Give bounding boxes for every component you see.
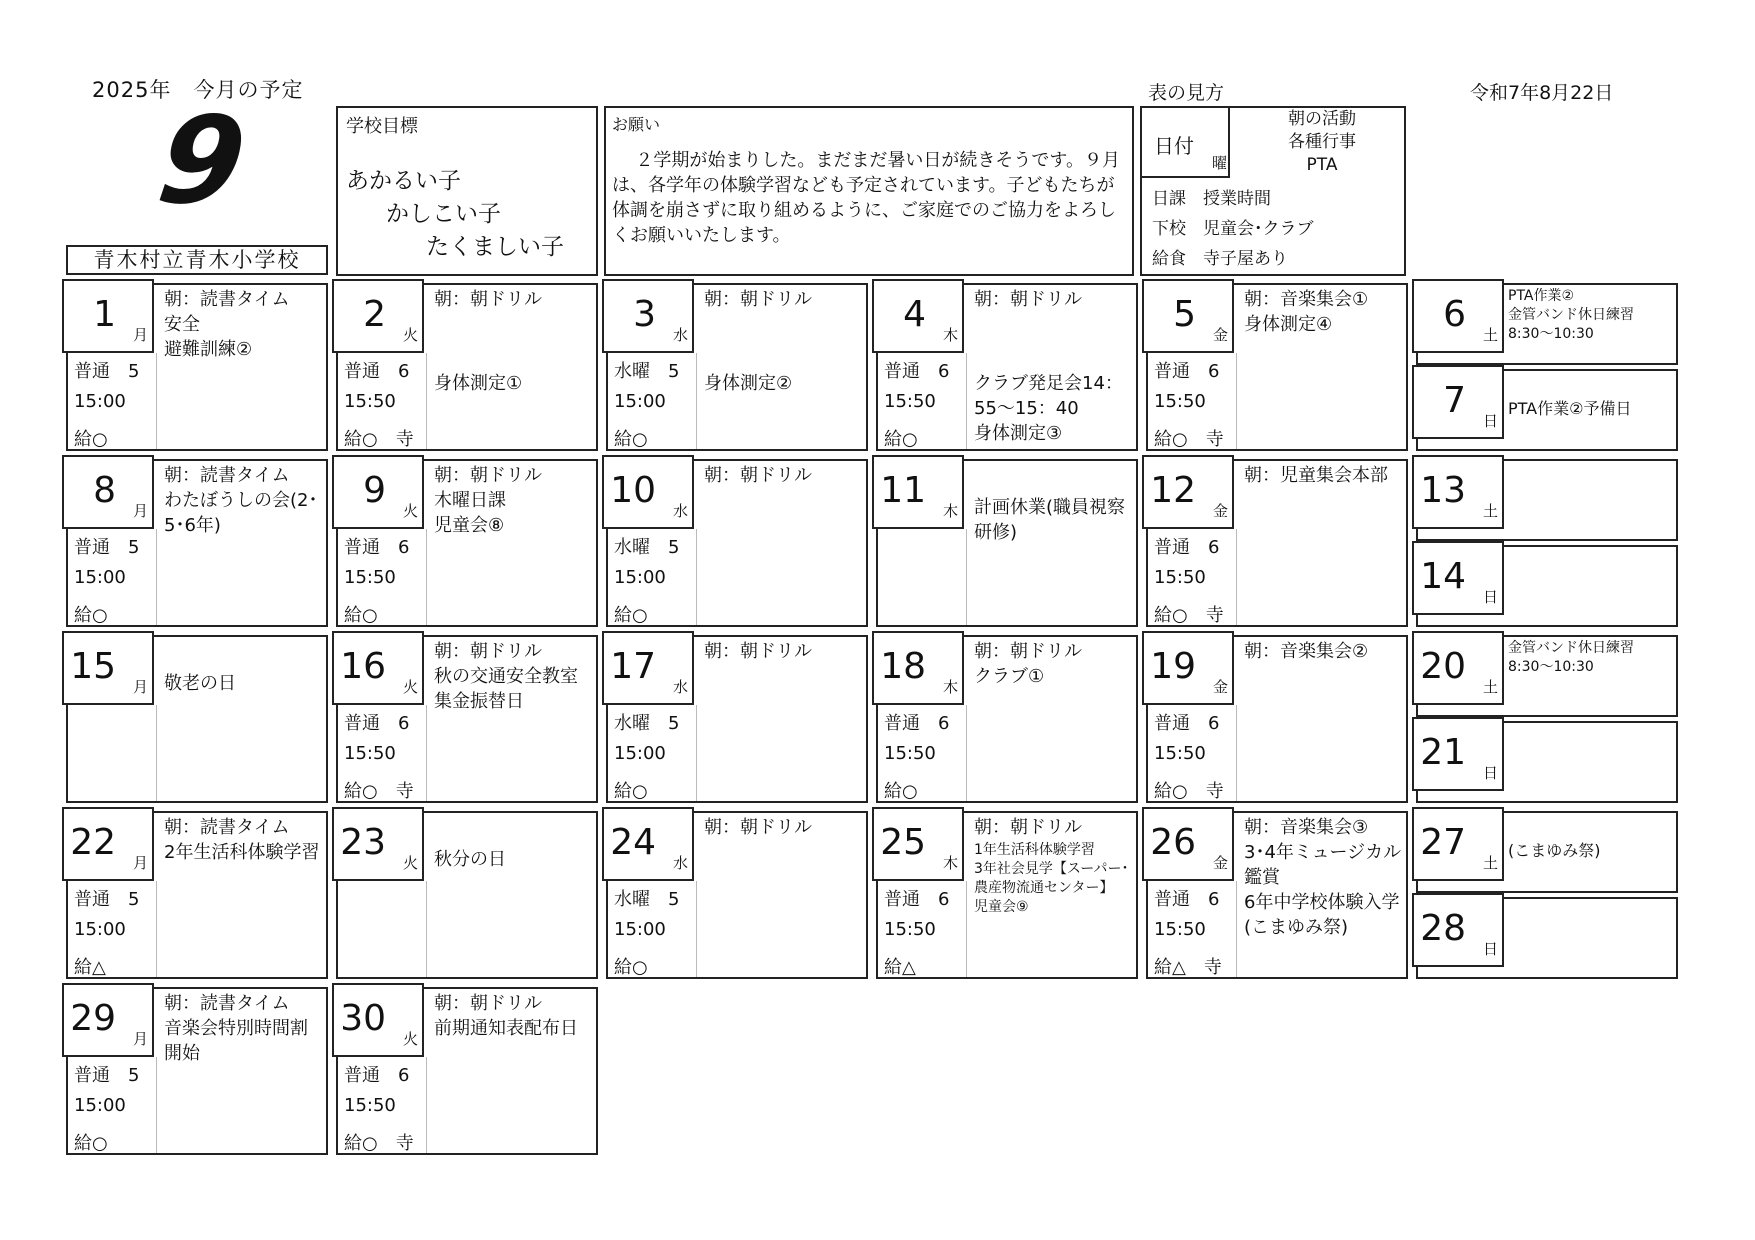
event-text: 秋分の日 [434,849,506,870]
schedule-line: 15:50 [344,391,396,412]
day-number: 12 [1150,470,1196,511]
weekend-cell-21 [1416,721,1678,803]
column-divider [1236,705,1237,801]
schedule-line: 給△ [74,957,106,978]
day-number: 28 [1420,908,1466,949]
column-divider [426,1057,427,1153]
day-number: 7 [1443,380,1466,421]
day-cell-4 [876,283,1138,451]
schedule-line: 15:50 [1154,567,1206,588]
event-text: 朝：読書タイム 音楽会特別時間割開始 [164,993,308,1064]
date-box [1142,279,1234,353]
event-text: PTA作業② 金管バンド休日練習 8:30～10:30 [1508,288,1634,342]
schedule-line: 水曜 5 [614,361,680,382]
schedule-line: 15:00 [74,1095,126,1116]
column-divider [426,705,427,801]
event-text: 朝：朝ドリル 秋の交通安全教室 集金振替日 [434,641,578,712]
event-text: 身体測定② [704,373,793,394]
schedule-line: 給○ [74,605,108,626]
school-name: 青木村立青木小学校 [66,245,328,275]
day-cell-15 [66,635,328,803]
schedule-line: 給△ 寺 [1154,957,1222,978]
date-box [1412,455,1504,529]
weekday-label: 火 [402,854,418,872]
schedule-line: 普通 5 [74,889,140,910]
weekend-cell-20 [1416,635,1678,717]
event-text: 朝：朝ドリル 前期通知表配布日 [434,993,578,1039]
day-cell-23 [336,811,598,979]
schedule-line: 15:00 [74,391,126,412]
event-text: 朝：朝ドリル [704,465,812,486]
event-text: 金管バンド休日練習 8:30～10:30 [1508,640,1634,675]
column-divider [156,705,157,801]
day-cell-9 [336,459,598,627]
schedule-line: 給○ 寺 [1154,429,1224,450]
weekday-label: 日 [1482,588,1498,606]
month-number: 9 [150,92,254,231]
legend-date-label: 日付 [1154,134,1194,158]
legend-weekday-label: 曜 [1212,154,1228,172]
day-number: 6 [1443,294,1466,335]
weekend-cell-14 [1416,545,1678,627]
schedule-line: 給○ 寺 [344,781,414,802]
date-box [1412,893,1504,967]
schedule-line: 水曜 5 [614,713,680,734]
event-text: 朝：朝ドリル クラブ① [974,641,1082,687]
schedule-line: 15:00 [74,567,126,588]
schedule-line: 給○ [614,429,648,450]
column-divider [966,353,967,449]
schedule-line: 普通 6 [884,889,950,910]
day-number: 20 [1420,646,1466,687]
schedule-line: 15:50 [884,743,936,764]
date-box [1412,631,1504,705]
date-box [62,455,154,529]
day-number: 9 [363,470,386,511]
date-box [332,631,424,705]
date-box [332,983,424,1057]
day-cell-8 [66,459,328,627]
date-box [602,455,694,529]
schedule-line: 15:50 [1154,743,1206,764]
weekday-label: 月 [132,678,148,696]
date-box [602,631,694,705]
day-number: 4 [903,294,926,335]
day-number: 19 [1150,646,1196,687]
event-text: 朝：朝ドリル [434,289,542,310]
event-text: 朝：読書タイム 2年生活科体験学習 [164,817,320,863]
schedule-line: 給○ [74,1133,108,1154]
weekday-label: 月 [132,1030,148,1048]
weekend-cell-7 [1416,369,1678,451]
schedule-line: 普通 6 [344,361,410,382]
schedule-line: 普通 6 [344,1065,410,1086]
schedule-line: 15:50 [344,743,396,764]
schedule-line: 15:00 [614,743,666,764]
column-divider [966,529,967,625]
day-number: 26 [1150,822,1196,863]
issued-date: 令和7年8月22日 [1470,82,1614,104]
day-cell-2 [336,283,598,451]
schedule-line: 15:00 [74,919,126,940]
event-text: PTA作業②予備日 [1508,399,1632,418]
schedule-line: 給○ [884,781,918,802]
date-box [872,455,964,529]
day-number: 17 [610,646,656,687]
day-cell-19 [1146,635,1408,803]
weekday-label: 木 [942,502,958,520]
date-box [62,279,154,353]
day-cell-25 [876,811,1138,979]
date-box [1142,631,1234,705]
weekday-label: 木 [942,854,958,872]
day-cell-30 [336,987,598,1155]
column-divider [426,881,427,977]
schedule-line: 普通 6 [344,713,410,734]
date-box [872,279,964,353]
weekday-label: 土 [1482,326,1498,344]
weekday-label: 火 [402,678,418,696]
school-goal-line: あかるい子 [346,168,461,194]
column-divider [696,881,697,977]
event-text: 1年生活科体験学習 3年社会見学【スーパー･農産物流通センター】 児童会⑨ [974,842,1129,915]
weekend-cell-6 [1416,283,1678,365]
column-divider [966,705,967,801]
schedule-line: 普通 6 [344,537,410,558]
date-box [872,807,964,881]
schedule-line: 15:00 [614,567,666,588]
school-goal-label: 学校目標 [346,116,418,137]
event-text: 計画休業(職員視察研修) [974,497,1126,543]
schedule-line: 15:50 [884,391,936,412]
notice-label: お願い [612,115,661,134]
event-text: 朝：朝ドリル [974,289,1082,310]
date-box [1412,279,1504,353]
date-box [62,631,154,705]
column-divider [1236,881,1237,977]
weekday-label: 木 [942,326,958,344]
event-text: 朝：読書タイム わたぼうしの会(2･5･6年) [164,465,318,536]
schedule-line: 普通 6 [884,361,950,382]
day-number: 13 [1420,470,1466,511]
schedule-line: 給○ 寺 [1154,781,1224,802]
date-box [332,807,424,881]
day-number: 15 [70,646,116,687]
weekday-label: 金 [1212,854,1228,872]
column-divider [1236,353,1237,449]
schedule-line: 水曜 5 [614,537,680,558]
schedule-line: 15:50 [884,919,936,940]
schedule-line: 給○ [614,781,648,802]
weekday-label: 土 [1482,678,1498,696]
date-box [332,455,424,529]
date-box [62,807,154,881]
schedule-line: 15:00 [614,391,666,412]
year-label: 2025年 今月の予定 [92,78,304,102]
weekday-label: 金 [1212,678,1228,696]
schedule-line: 給○ 寺 [344,429,414,450]
weekday-label: 水 [672,502,688,520]
schedule-line: 水曜 5 [614,889,680,910]
event-text: 朝：音楽集会① 身体測定④ [1244,289,1369,335]
column-divider [156,529,157,625]
day-cell-29 [66,987,328,1155]
event-text: 敬老の日 [164,673,236,694]
column-divider [696,529,697,625]
column-divider [426,353,427,449]
event-text: 朝：朝ドリル [974,817,1082,838]
event-text: 朝：音楽集会③ 3･4年ミュージカル鑑賞 6年中学校体験入学(こまゆみ祭) [1244,817,1402,938]
day-number: 16 [340,646,386,687]
schedule-line: 給○ 寺 [344,1133,414,1154]
column-divider [156,353,157,449]
column-divider [966,881,967,977]
schedule-line: 普通 5 [74,361,140,382]
date-box [332,279,424,353]
legend-activity: 朝の活動 [1288,109,1356,129]
day-number: 18 [880,646,926,687]
day-cell-12 [1146,459,1408,627]
date-box [872,631,964,705]
day-number: 30 [340,998,386,1039]
day-number: 11 [880,470,926,511]
day-cell-10 [606,459,868,627]
school-goal-line: たくましい子 [426,234,564,260]
schedule-line: 普通 5 [74,1065,140,1086]
legend-date-box [1140,106,1230,178]
event-text: 朝：朝ドリル 木曜日課 児童会⑧ [434,465,542,536]
column-divider [696,705,697,801]
weekday-label: 火 [402,1030,418,1048]
event-text: 朝：朝ドリル [704,817,812,838]
date-box [1142,455,1234,529]
schedule-line: 給○ [614,957,648,978]
weekday-label: 水 [672,326,688,344]
schedule-line: 給○ [884,429,918,450]
schedule-line: 15:50 [1154,919,1206,940]
schedule-line: 普通 6 [1154,537,1220,558]
day-cell-22 [66,811,328,979]
date-box [1412,717,1504,791]
weekday-label: 水 [672,854,688,872]
day-cell-24 [606,811,868,979]
day-cell-5 [1146,283,1408,451]
date-box [62,983,154,1057]
schedule-line: 給○ 寺 [1154,605,1224,626]
column-divider [696,353,697,449]
legend-activity: 各種行事 [1288,132,1356,152]
schedule-line: 給△ [884,957,916,978]
schedule-line: 給○ [74,429,108,450]
day-number: 10 [610,470,656,511]
day-cell-17 [606,635,868,803]
schedule-line: 普通 6 [1154,889,1220,910]
weekday-label: 金 [1212,326,1228,344]
weekday-label: 月 [132,502,148,520]
day-number: 21 [1420,732,1466,773]
legend-row: 日課 授業時間 [1152,189,1271,209]
notice-text: ２学期が始まりした。まだまだ暑い日が続きそうです。９月は、各学年の体験学習なども予定されています。子どもたちが体調を崩さずに取り組めるように、ご家庭でのご協力をよろしくお願いいたします。 [612,150,1120,246]
day-number: 24 [610,822,656,863]
legend-activity: PTA [1306,155,1338,175]
weekday-label: 日 [1482,940,1498,958]
weekday-label: 火 [402,326,418,344]
day-number: 3 [633,294,656,335]
weekday-label: 火 [402,502,418,520]
day-number: 23 [340,822,386,863]
schedule-line: 給○ [614,605,648,626]
schedule-line: 15:00 [614,919,666,940]
event-text: 身体測定① [434,373,523,394]
schedule-line: 15:50 [1154,391,1206,412]
column-divider [426,529,427,625]
weekday-label: 月 [132,854,148,872]
date-box [602,279,694,353]
date-box [1412,807,1504,881]
date-box [1142,807,1234,881]
legend-row: 下校 児童会･クラブ [1152,219,1314,239]
day-number: 29 [70,998,116,1039]
weekday-label: 日 [1482,412,1498,430]
event-text: 朝：児童集会本部 [1244,465,1388,486]
weekday-label: 日 [1482,764,1498,782]
schedule-line: 普通 6 [1154,713,1220,734]
legend-activities [1242,108,1402,177]
day-number: 8 [93,470,116,511]
weekday-label: 土 [1482,854,1498,872]
day-number: 5 [1173,294,1196,335]
schedule-line: 15:50 [344,567,396,588]
legend-row: 給食 寺子屋あり [1152,249,1288,269]
schedule-line: 普通 6 [1154,361,1220,382]
day-number: 2 [363,294,386,335]
day-cell-11 [876,459,1138,627]
day-cell-1 [66,283,328,451]
legend-title: 表の見方 [1148,82,1225,104]
weekday-label: 金 [1212,502,1228,520]
day-cell-26 [1146,811,1408,979]
day-number: 27 [1420,822,1466,863]
notice-box [604,106,1134,276]
school-goal-box [336,106,598,276]
event-text: 朝：読書タイム 安全 避難訓練② [164,289,290,360]
weekend-cell-13 [1416,459,1678,541]
schedule-line: 給○ [344,605,378,626]
column-divider [156,1057,157,1153]
legend-box [1140,106,1406,276]
day-number: 25 [880,822,926,863]
date-box [602,807,694,881]
date-box [1412,365,1504,439]
day-cell-16 [336,635,598,803]
event-text: 朝：朝ドリル [704,289,812,310]
day-cell-3 [606,283,868,451]
day-number: 22 [70,822,116,863]
weekday-label: 水 [672,678,688,696]
school-goal-line: かしこい子 [386,201,501,227]
event-text: 朝：朝ドリル [704,641,812,662]
day-number: 1 [93,294,116,335]
weekday-label: 木 [942,678,958,696]
schedule-line: 15:50 [344,1095,396,1116]
weekday-label: 月 [132,326,148,344]
schedule-line: 普通 6 [884,713,950,734]
weekday-label: 土 [1482,502,1498,520]
event-text: クラブ発足会14：55～15：40 身体測定③ [974,373,1123,444]
day-number: 14 [1420,556,1466,597]
weekend-cell-27 [1416,811,1678,893]
column-divider [156,881,157,977]
weekend-cell-28 [1416,897,1678,979]
schedule-line: 普通 5 [74,537,140,558]
date-box [1412,541,1504,615]
column-divider [1236,529,1237,625]
event-text: (こまゆみ祭) [1508,841,1601,860]
day-cell-18 [876,635,1138,803]
event-text: 朝：音楽集会② [1244,641,1369,662]
